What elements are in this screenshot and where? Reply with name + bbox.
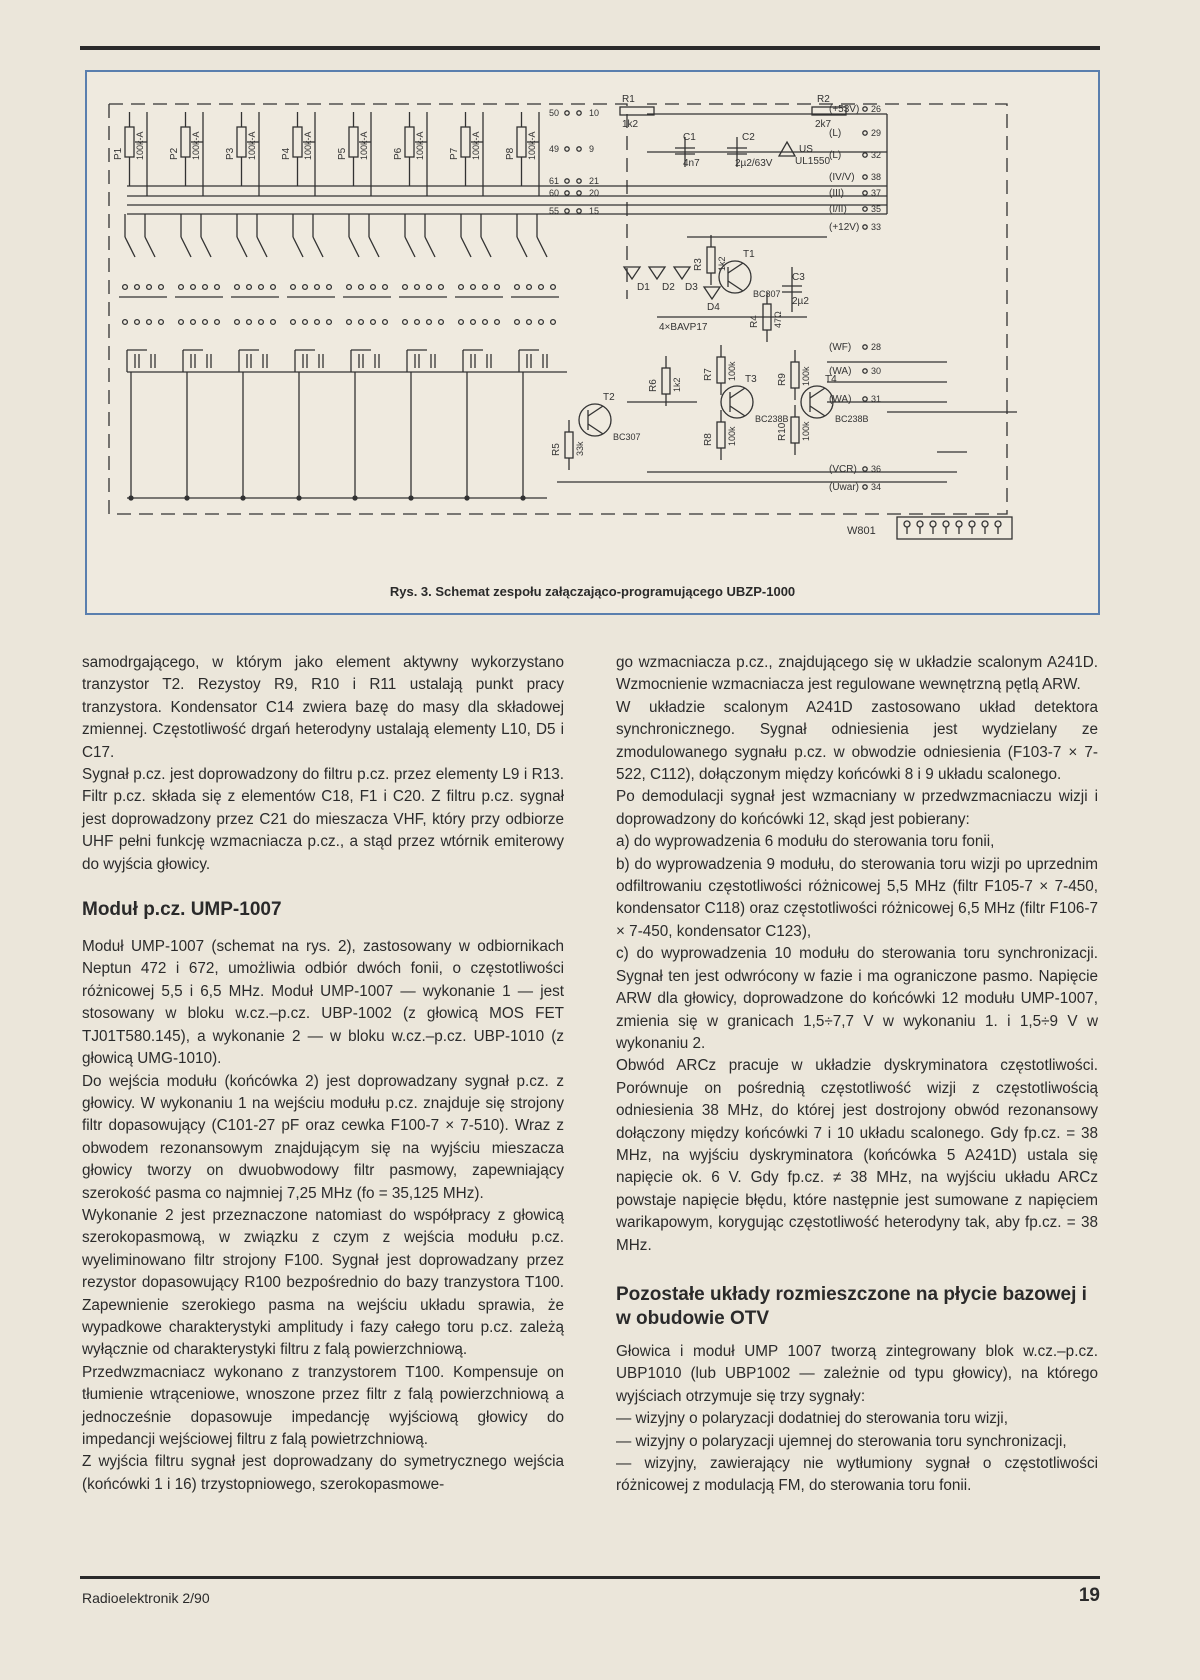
switch-contact [415,285,420,290]
switch-contact [235,285,240,290]
potentiometer [293,127,302,157]
potentiometer [237,127,246,157]
connector-pin [969,521,975,527]
switch-blade [145,237,155,257]
terminal-pin: 30 [871,366,882,376]
switch-contact [483,285,488,290]
terminal-circle [863,485,867,489]
pot-label: P2 [169,147,180,160]
transistor-emitter [728,281,743,291]
label-c1: C1 [683,132,696,143]
terminal-circle [863,107,867,111]
paragraph: go wzmacniacza p.cz., znajdującego się w układzie scalonym A241D. Wzmocnienie wzmacniacza jest regulowane wewnętrzną pętlą ARW. [616,654,1098,694]
switch-blade [369,237,379,257]
potentiometer [125,127,134,157]
paragraph: — wizyjny o polaryzacji ujemnej do sterowania toru synchronizacji, [616,1432,1067,1450]
switch-pin-number: 15 [589,206,600,216]
diode-d4 [704,287,720,299]
label-t2-value: BC307 [613,432,641,442]
switch-contact [539,320,544,325]
terminal-circle [863,191,867,195]
connector-pin [917,521,923,527]
transistor-collector [588,406,603,416]
terminal-circle [863,467,867,471]
switch-contact [315,320,320,325]
switch-contact [179,320,184,325]
bottom-rule [80,1576,1100,1579]
label-r7: R7 [703,368,714,381]
label-r9-value: 100k [801,366,811,386]
switch-contact [359,285,364,290]
paragraph: Przedwzmacniacz wykonano z tranzystorem T100. Kompensuje on tłumienie wtrąceniowe, wnoszone przez filtr z falą powierzchniową a jednocześnie dopasowuje impedancję wyjściową głowicy do impedancji wejściowej filtru z falą powietrzchniową. [82,1363,564,1448]
switch-contact [459,320,464,325]
label-r6-value: 1k2 [672,377,682,392]
transistor-collector [730,388,745,398]
journal-name: Radioelektronik 2/90 [82,1590,210,1606]
label-r5-value: 33k [575,441,585,456]
terminal-stack [829,104,881,493]
switch-bank [119,214,559,324]
connector-pin [995,521,1001,527]
label-r8-value: 100k [727,426,737,446]
label-diodes: 4×BAVP17 [659,322,708,333]
switch-contact [439,320,444,325]
circuit-schematic [87,72,1098,613]
switch-pin-circle [565,209,569,213]
figure-schematic [85,70,1100,615]
switch-contact [483,320,488,325]
pot-label: P3 [225,147,236,160]
terminal-label: (WA) [829,394,852,405]
label-w801: W801 [847,525,876,537]
switch-blade [349,237,359,257]
switch-contact [147,285,152,290]
switch-contact [515,320,520,325]
paragraph: Głowica i moduł UMP 1007 tworzą zintegrowany blok w.cz.–p.cz. UBP1010 (lub UBP1002 — zależnie od typu głowicy), na którego wyjściach otrzymuje się trzy sygnały: [616,1342,1098,1405]
paragraph: — wizyjny o polaryzacji dodatniej do sterowania toru wizji, [616,1410,1008,1428]
switch-contact [135,285,140,290]
terminal-circle [863,369,867,373]
transistor-collector [810,388,825,398]
potentiometer [181,127,190,157]
switch-pin-circle [565,179,569,183]
label-r10-value: 100k [801,421,811,441]
connector-pin [930,521,936,527]
spacer [82,876,564,890]
switch-blade [481,237,491,257]
pot-label: P7 [449,147,460,160]
switch-contact [159,285,164,290]
switch-contact [215,320,220,325]
label-r1-value: 1k2 [622,119,639,130]
terminal-pin: 32 [871,150,882,160]
resistor-r9 [791,362,799,388]
switch-blade [425,237,435,257]
switch-contact [527,320,532,325]
potentiometer [461,127,470,157]
resistor-r8 [717,422,725,448]
label-t3: T3 [745,374,757,385]
label-r2-value: 2k7 [815,119,832,130]
label-r2: R2 [817,94,830,105]
switch-contact [147,320,152,325]
right-column [616,652,1098,1498]
terminal-pin: 29 [871,128,882,138]
transistor-t3 [721,386,753,418]
switch-blade [293,237,303,257]
switch-pin-circle [577,179,581,183]
label-c2: C2 [742,132,755,143]
paragraph: b) do wyprowadzenia 9 modułu, do sterowania toru wizji po uprzednim odfiltrowaniu częstotliwości różnicowej 5,5 MHz (filtr F105-7 × 7-450, kondensator C118) oraz częstotliwości różnicowej 6,5 MHz (filtr F106-7 × 7-450, kondensator C123), [616,855,1098,940]
paragraph: c) do wyprowadzenia 10 modułu do sterowania toru synchronizacji. Sygnał ten jest odwrócony w fazie i ma ograniczone pasmo. Napięcie ARW dla głowicy, doprowadzone do końcówki 12 modułu UMP-1007, zmienia się w granicach 1,5÷7,7 V w wykonaniu 1. i 1,5÷9 V w wykonaniu 2. [616,945,1098,1052]
pot-value: 100k-A [247,131,257,160]
paragraph: Wykonanie 2 jest przeznaczone natomiast do współpracy z głowicą szerokopasmową, w związku z czym z wejścia modułu p.cz. wyeliminowano filtr strojony F100. Sygnał jest doprowadzany przez rezystor dopasowujący R100 bezpośrednio do bazy tranzystora T100. Zapewnienie szerokiego pasma na wejściu układu sprawia, że wypadkowe charakterystyki amplitudy i fazy całego toru p.cz. zależą wyłącznie od charakterystyki filtru z falą powierzchniową. [82,1206,564,1359]
switch-pin-number: 9 [589,144,595,154]
label-t1-value: BC307 [753,289,781,299]
switch-contact [203,285,208,290]
section-heading: Pozostałe układy rozmieszczone na płycie bazowej i w obudowie OTV [616,1283,1087,1329]
switch-blade [237,237,247,257]
switch-pin-numbers [549,108,599,216]
switch-blade [257,237,267,257]
potentiometer [349,127,358,157]
switch-contact [427,285,432,290]
switch-contact [459,285,464,290]
switch-contact [471,320,476,325]
label-d3: D3 [685,282,698,293]
pot-value: 100k-A [303,131,313,160]
terminal-label: (III) [829,188,844,199]
label-r7-value: 100k [727,361,737,381]
paragraph: Z wyjścia filtru sygnał jest doprowadzany do symetrycznego wejścia (końcówki 1 i 16) trzystopniowego, szerokopasmowe- [82,1453,564,1493]
terminal-pin: 34 [871,482,882,492]
terminal-label: (WA) [829,366,852,377]
resistor-r3 [707,247,715,273]
switch-pin-number: 55 [549,206,560,216]
label-r8: R8 [703,433,714,446]
paragraph: samodrgającego, w którym jako element aktywny wykorzystano tranzystor T2. Rezystoy R9, R10 i R11 ustalają punkt pracy tranzystora. Kondensator C14 zwiera bazę do masy dla składowej zmiennej. Częstotliwość drgań heterodyny ustalają elementy L10, D5 i C17. [82,654,564,761]
paragraph: — wizyjny, zawierający nie wytłumiony sygnał o częstotliwości różnicowej z modulacją FM, do sterowania toru fonii. [616,1455,1098,1495]
section-heading: Moduł p.cz. UMP-1007 [82,899,282,921]
terminal-pin: 26 [871,104,882,114]
switch-contact [539,285,544,290]
top-rule [80,46,1100,50]
terminal-pin: 35 [871,204,882,214]
switch-contact [203,320,208,325]
switch-contact [123,320,128,325]
switch-pin-circle [577,209,581,213]
label-r3-value: 1k2 [717,256,727,271]
switch-contact [159,320,164,325]
label-t3-value: BC238B [755,414,789,424]
pot-value: 100k-A [471,131,481,160]
switch-contact [247,320,252,325]
switch-pin-number: 61 [549,176,560,186]
label-r6: R6 [648,379,659,392]
terminal-pin: 37 [871,188,882,198]
switch-contact [495,320,500,325]
terminal-circle [863,397,867,401]
transistor-emitter [730,406,745,416]
switch-contact [347,285,352,290]
terminal-label: (L) [829,128,842,139]
switch-contact [551,285,556,290]
switch-contact [371,285,376,290]
terminal-label: (+53V) [829,104,860,115]
terminal-pin: 31 [871,394,882,404]
figure-caption: Rys. 3. Schemat zespołu załączająco-programującego UBZP-1000 [389,584,796,599]
switch-contact [515,285,520,290]
switch-contact [215,285,220,290]
connector-pins [904,521,1001,534]
label-us: US [799,144,813,155]
label-d4: D4 [707,302,720,313]
switch-contact [191,320,196,325]
switch-contact [191,285,196,290]
label-us-value: UL1550 [795,156,831,167]
switch-contact [427,320,432,325]
pot-label: P1 [113,147,124,160]
switch-blade [537,237,547,257]
switch-pin-circle [565,111,569,115]
switch-blade [181,237,191,257]
terminal-label: (+12V) [829,222,860,233]
pot-value: 100k-A [527,131,537,160]
switch-contact [403,285,408,290]
terminal-label: (Uwar) [829,482,859,493]
label-c3: C3 [792,272,805,283]
terminal-label: (L) [829,150,842,161]
potentiometer [517,127,526,157]
label-t2: T2 [603,392,615,403]
label-r5: R5 [551,443,562,456]
label-d1: D1 [637,282,650,293]
terminal-circle [863,175,867,179]
switch-contact [315,285,320,290]
transistor-emitter [810,406,825,416]
switch-pin-number: 50 [549,108,560,118]
label-d2: D2 [662,282,675,293]
terminal-circle [863,345,867,349]
resistor-r6 [662,368,670,394]
switch-pin-circle [577,191,581,195]
switch-pin-number: 60 [549,188,560,198]
switch-contact [471,285,476,290]
left-column [82,652,564,1496]
connector-pin [943,521,949,527]
spacer [616,1257,1098,1271]
resistor-r7 [717,357,725,383]
switch-contact [271,285,276,290]
label-t4-value: BC238B [835,414,869,424]
transistor-t2 [579,404,611,436]
paragraph: Sygnał p.cz. jest doprowadzony do filtru p.cz. przez elementy L9 i R13. Filtr p.cz. składa się z elementów C18, F1 i C20. Z filtru p.cz. sygnał jest doprowadzony przez C21 do mieszacza VHF, który przy odbiorze UHF pełni funkcję wzmacniacza p.cz., a stąd przez wtórnik emiterowy do wyjścia głowicy. [82,766,564,873]
switch-contact [415,320,420,325]
pot-label: P5 [337,147,348,160]
switch-contact [327,285,332,290]
resistor-r5 [565,432,573,458]
switch-contact [271,320,276,325]
paragraph: Obwód ARCz pracuje w układzie dyskryminatora częstotliwości. Porównuje on pośrednią częstotliwość wizji z częstotliwością odniesienia 38 MHz, do której jest dostrojony obwód rezonansowy dołączony między końcówki 7 i 10 układu scalonego. Gdy fp.cz. = 38 MHz, na wyjściu dyskryminatora (końcówka 5 A241D) ustala się napięcie ok. 6 V. Gdy fp.cz. ≠ 38 MHz, na wyjściu układu ARCz powstaje napięcie błędu, które następnie jest sumowane z napięciem warikapowym, korygując częstotliwość heterodyny tak, aby fp.cz. = 38 MHz. [616,1057,1098,1254]
switch-contact [403,320,408,325]
switch-contact [383,320,388,325]
connector-pin [956,521,962,527]
switch-pin-number: 21 [589,176,600,186]
switch-contact [259,285,264,290]
switch-contact [383,285,388,290]
potentiometer [405,127,414,157]
terminal-label: (I/II) [829,204,847,215]
switch-contact [179,285,184,290]
potentiometer-bank [113,112,539,196]
switch-contact [247,285,252,290]
label-t1: T1 [743,249,755,260]
switch-pin-number: 49 [549,144,560,154]
label-r3: R3 [693,258,704,271]
label-t4: T4 [825,374,837,385]
switch-contact [259,320,264,325]
label-c1-value: 4n7 [683,158,700,169]
transistor-emitter [588,424,603,434]
switch-contact [291,285,296,290]
transistors [579,249,869,442]
switch-contact [371,320,376,325]
terminal-circle [863,131,867,135]
terminal-label: (VCR) [829,464,857,475]
diode-d2 [649,267,665,279]
pot-label: P4 [281,147,292,160]
switch-contact [551,320,556,325]
resistor-r10 [791,417,799,443]
terminal-pin: 28 [871,342,882,352]
terminal-circle [863,207,867,211]
switch-contact [347,320,352,325]
terminal-label: (IV/V) [829,172,855,183]
label-c3-value: 2µ2 [792,296,809,307]
switch-blade [125,237,135,257]
transistor-collector [728,263,743,273]
switch-blade [201,237,211,257]
switch-contact [235,320,240,325]
terminal-label: (WF) [829,342,852,353]
pot-label: P6 [393,147,404,160]
switch-contact [359,320,364,325]
terminal-circle [863,153,867,157]
paragraph: Do wejścia modułu (końcówka 2) jest doprowadzany sygnał p.cz. z głowicy. W wykonaniu 1 na wejściu modułu p.cz. znajduje się strojony filtr dopasowujący (C101-27 pF oraz cewka F100-7 × 7-510). Wraz z obwodem rezonansowym znajdującym się na wyjściu mieszacza głowicy tworzy on dwuobwodowy filtr pasmowy, zapewniający szerokość pasma co najmniej 7,25 MHz (fo = 35,125 MHz). [82,1072,564,1202]
paragraph: Moduł UMP-1007 (schemat na rys. 2), zastosowany w odbiornikach Neptun 472 i 672, umożliwia odbiór dwóch fonii, o częstotliwości różnicowej 5,5 i 6,5 MHz. Moduł UMP-1007 — wykonanie 1 — jest stosowany w bloku w.cz.–p.cz. UBP-1002 (z głowicą MOS FET TJ01T580.145), a wykonanie 2 — w bloku w.cz.–p.cz. UBP-1010 (z głowicą UMG-1010). [82,938,564,1068]
diode-d3 [674,267,690,279]
paragraph: Po demodulacji sygnał jest wzmacniany w przedwzmacniaczu wizji i doprowadzony do końcówki 12, skąd jest pobierany: [616,788,1098,828]
switch-pin-circle [565,191,569,195]
switch-contact [495,285,500,290]
page-number: 19 [1078,1585,1100,1606]
switch-contact [135,320,140,325]
switch-blade [517,237,527,257]
pot-value: 100k-A [135,131,145,160]
switch-pin-circle [565,147,569,151]
pot-value: 100k-A [191,131,201,160]
label-c2-value: 2µ2/63V [735,158,773,169]
switch-contact [527,285,532,290]
connector-pin [904,521,910,527]
switch-blade [405,237,415,257]
switch-pin-circle [577,147,581,151]
paragraph: a) do wyprowadzenia 6 modułu do sterowania toru fonii, [616,833,995,851]
switch-contact [439,285,444,290]
terminal-pin: 38 [871,172,882,182]
switch-blade [313,237,323,257]
label-r1: R1 [622,94,635,105]
terminal-pin: 36 [871,464,882,474]
pot-value: 100k-A [359,131,369,160]
switch-pin-number: 10 [589,108,600,118]
switch-pin-number: 20 [589,188,600,198]
switch-contact [123,285,128,290]
label-r4: R4 [749,315,760,328]
switch-pin-circle [577,111,581,115]
switch-contact [303,285,308,290]
label-r4-value: 47Ω [773,311,783,328]
switch-contact [291,320,296,325]
pot-value: 100k-A [415,131,425,160]
diode-us [779,142,795,156]
paragraph: W układzie scalonym A241D zastosowano układ detektora synchronicznego. Sygnał odniesienia jest wydzielany ze zmodulowanego sygnału p.cz. w obwodzie odniesienia (F103-7 × 7-522, C112), dołączonym między końcówki 8 i 9 układu scalonego. [616,698,1098,784]
switch-blade [461,237,471,257]
label-r10: R10 [777,422,788,441]
pot-label: P8 [505,147,516,160]
connector-pin [982,521,988,527]
terminal-circle [863,225,867,229]
switch-contact [327,320,332,325]
terminal-pin: 33 [871,222,882,232]
connector-w801 [897,517,1012,539]
switch-contact [303,320,308,325]
label-r9: R9 [777,373,788,386]
